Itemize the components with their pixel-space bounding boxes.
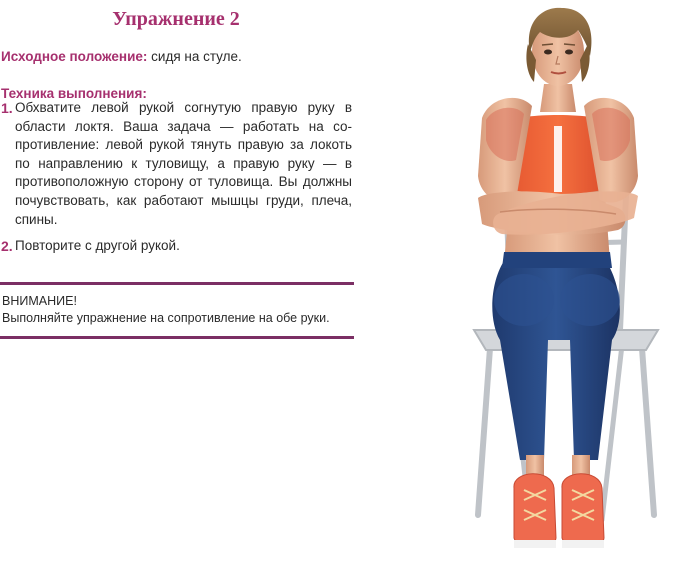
starting-position xyxy=(1,49,242,64)
step-2-number: 2. xyxy=(1,238,13,254)
starting-position-label: Исходное положение: xyxy=(1,49,148,64)
step-1 xyxy=(1,99,352,229)
warning-title: ВНИМАНИЕ! xyxy=(2,294,77,308)
step-1-number: 1. xyxy=(1,100,13,116)
warning-bottom-rule xyxy=(0,336,354,339)
sneakers xyxy=(514,474,604,548)
step-2-text: Повторите с другой рукой. xyxy=(15,238,180,253)
step-1-text: Обхватите левой рукой согнутую правую руку в области локтя. Ваша задача — работать на со-противление: левой рукой тянуть правую за локоть по направлению к туловищу, а правую руку — в противоположную сторону от туловища. Вы должны почувствовать, как работают мышцы груди, плеча, спины. xyxy=(15,100,352,227)
warning-text: Выполняйте упражнение на сопротивление на обе руки. xyxy=(2,311,330,325)
exercise-illustration xyxy=(420,0,698,561)
technique-label: Техника выполнения: xyxy=(1,86,147,101)
warning-top-rule xyxy=(0,282,354,285)
exercise-title: Упражнение 2 xyxy=(112,8,240,30)
step-2 xyxy=(1,237,352,256)
starting-position-text: сидя на стуле. xyxy=(151,49,242,64)
